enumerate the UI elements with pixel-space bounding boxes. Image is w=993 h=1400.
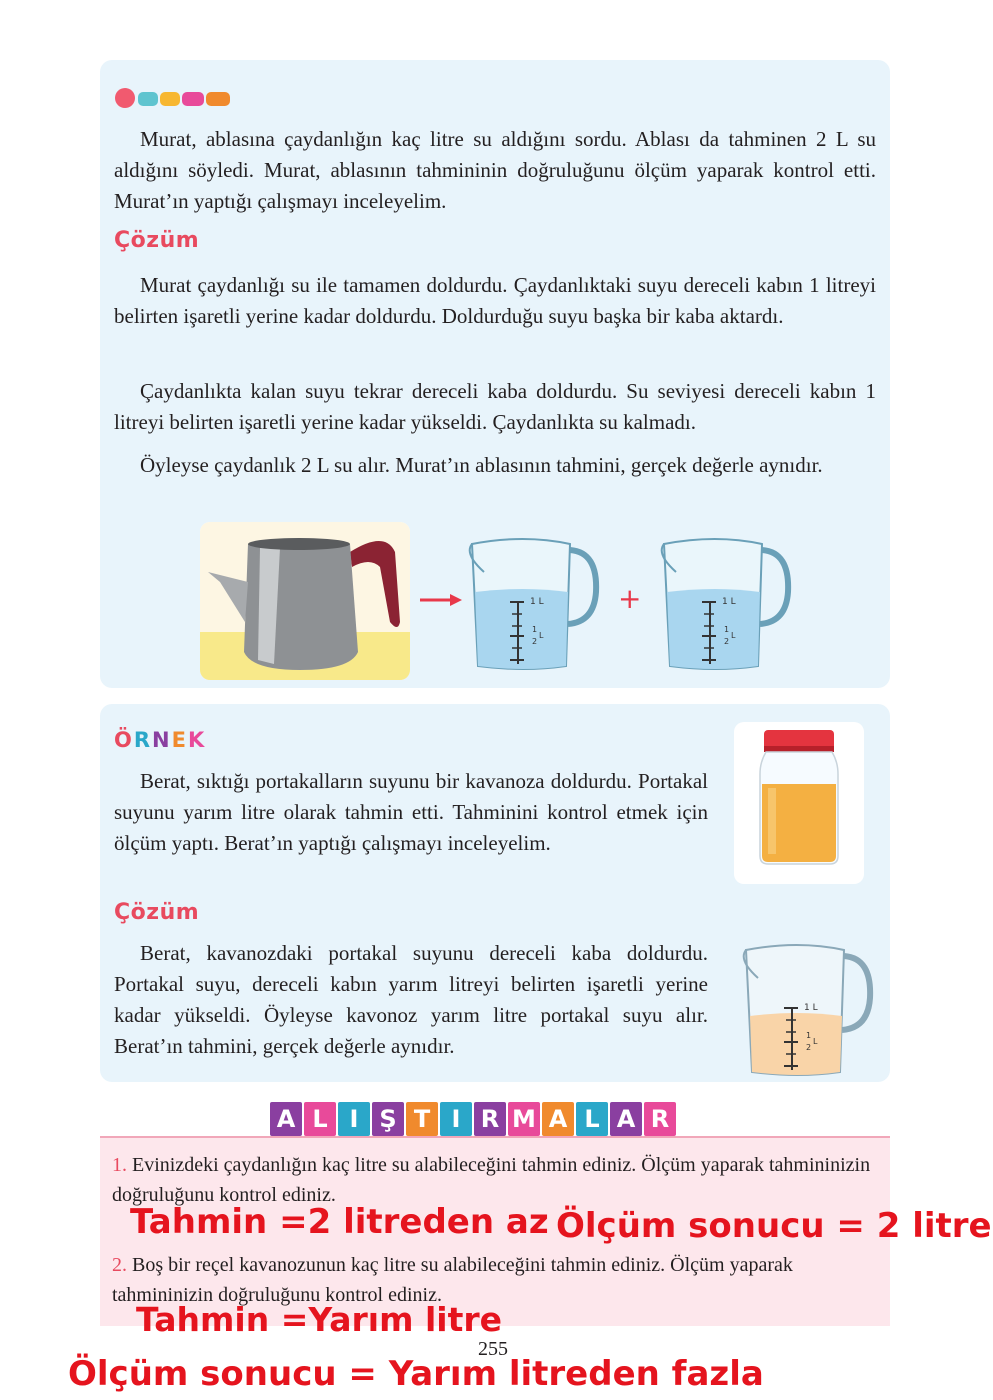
jar-illustration (734, 722, 864, 884)
exercises-title: A L I Ş T I R M A L A R (270, 1102, 676, 1136)
teapot-icon (200, 522, 410, 680)
plus-sign: + (618, 582, 642, 615)
answer-q1-estimate: Tahmin =2 litreden az (130, 1202, 549, 1242)
svg-text:1: 1 (806, 1031, 812, 1040)
example1-solution-p2: Çaydanlıkta kalan suyu tekrar dereceli kaba doldurdu. Su seviyesi dereceli kabın 1 litreyi belirten işaretli yerine kadar yükseldi. Çaydanlıkta su kalmadı. (114, 379, 876, 434)
svg-text:2: 2 (806, 1043, 812, 1052)
page-number: 255 (478, 1338, 508, 1360)
answer-q2-estimate: Tahmin =Yarım litre (136, 1300, 502, 1339)
exercise-item-1: 1. Evinizdeki çaydanlığın kaç litre su alabileceğini tahmin ediniz. Ölçüm yaparak tahmininizin doğruluğunu kontrol ediniz. (112, 1154, 871, 1206)
answer-q1-result: Ölçüm sonucu = 2 litre (556, 1206, 992, 1246)
exercise-item-2: 2. Boş bir reçel kavanozunun kaç litre su alabileceğini tahmin ediniz. Ölçüm yaparak tahmininizin doğruluğunu kontrol ediniz. (112, 1254, 793, 1306)
example2-solution-heading: Çözüm (114, 900, 200, 925)
svg-text:L: L (539, 631, 544, 640)
svg-text:1: 1 (532, 625, 538, 634)
example1-solution-heading: Çözüm (114, 228, 200, 253)
example1-solution-p3: Öyleyse çaydanlık 2 L su alır. Murat’ın ablasının tahmini, gerçek değerle aynıdır. (140, 453, 823, 477)
example2-heading: ÖRNEK (114, 728, 207, 752)
svg-text:1 L: 1 L (530, 597, 544, 607)
arrow-right-icon (418, 592, 462, 608)
example1-problem: Murat, ablasına çaydanlığın kaç litre su aldığını sordu. Ablası da tahminen 2 L su aldığını söyledi. Murat, ablasının tahmininin doğruluğunu ölçüm yaparak kontrol etti. Murat’ın yaptığı çalışmayı inceleyelim. (114, 127, 876, 213)
measuring-cup-2 (656, 532, 796, 672)
svg-text:L: L (731, 631, 736, 640)
svg-text:1: 1 (724, 625, 730, 634)
teapot-illustration (200, 522, 410, 680)
example-badge-logo (114, 86, 236, 110)
example2-solution: Berat, kavanozdaki portakal suyunu dereceli kaba doldurdu. Portakal suyu, dereceli kabın yarım litreyi belirten işaretli yerine kadar yükseldi. Öyleyse kavonoz yarım litre portakal suyu alır. Berat’ın tahmini, gerçek değerle aynıdır. (114, 941, 708, 1058)
measuring-cup-orange (738, 938, 878, 1080)
svg-text:L: L (813, 1037, 818, 1046)
svg-text:2: 2 (532, 637, 538, 646)
example2-problem: Berat, sıktığı portakalların suyunu bir kavanoza doldurdu. Portakal suyunu yarım litre olarak tahmin etti. Tahminini kontrol etmek için ölçüm yaptı. Berat’ın yaptığı çalışmayı inceleyelim. (114, 769, 708, 855)
svg-text:1 L: 1 L (804, 1003, 818, 1013)
jar-icon (734, 722, 864, 884)
answer-q2-result: Ölçüm sonucu = Yarım litreden fazla (68, 1354, 764, 1394)
svg-text:2: 2 (724, 637, 730, 646)
svg-text:1 L: 1 L (722, 597, 736, 607)
example1-solution-p1: Murat çaydanlığı su ile tamamen doldurdu. Çaydanlıktaki suyu dereceli kabın 1 litreyi belirten işaretli yerine kadar doldurdu. Doldurduğu suyu başka bir kaba aktardı. (114, 273, 876, 328)
measuring-cup-1 (464, 532, 604, 672)
